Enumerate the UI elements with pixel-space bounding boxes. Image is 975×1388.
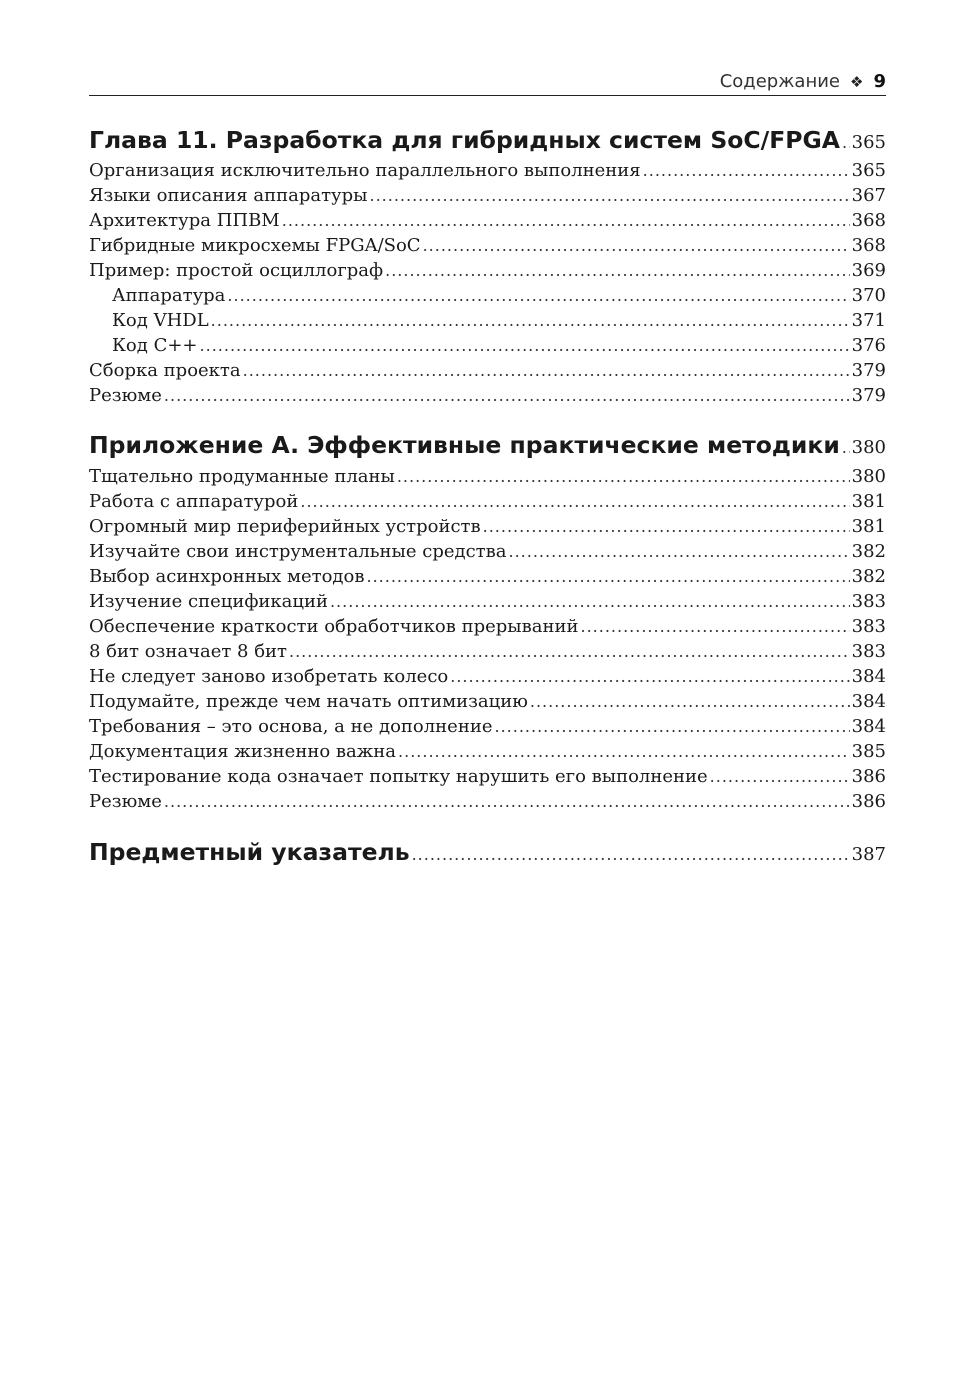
header-page-number: 9 — [873, 71, 886, 92]
toc-page-number: 387 — [851, 844, 886, 865]
leader-dots — [366, 564, 849, 589]
toc-appendix-a[interactable] — [89, 429, 886, 461]
leader-dots — [243, 358, 850, 383]
toc-item-label: Организация исключительно параллельного выполнения — [89, 160, 641, 181]
toc-page-number: 381 — [851, 516, 886, 537]
toc-page-number: 368 — [851, 235, 886, 256]
leader-dots — [842, 432, 850, 464]
toc-item-label: Требования – это основа, а не дополнение — [89, 716, 493, 737]
leader-dots — [289, 639, 850, 664]
toc-subitem[interactable] — [112, 308, 886, 333]
toc-page-number: 380 — [851, 466, 886, 487]
toc-page-number: 386 — [851, 766, 886, 787]
toc-item-label: Обеспечение краткости обработчиков прерываний — [89, 616, 579, 637]
toc-page-number: 369 — [851, 260, 886, 281]
leader-dots — [710, 764, 850, 789]
toc-item[interactable] — [89, 539, 886, 564]
toc-item-label: Изучение спецификаций — [89, 591, 328, 612]
leader-dots — [509, 539, 850, 564]
toc-item[interactable] — [89, 764, 886, 789]
toc-item[interactable] — [89, 589, 886, 614]
leader-dots — [282, 208, 850, 233]
toc-page-number: 383 — [851, 641, 886, 662]
toc-page-number: 384 — [851, 691, 886, 712]
toc-item[interactable] — [89, 514, 886, 539]
toc-page-number: 382 — [851, 566, 886, 587]
toc-page-number: 379 — [851, 385, 886, 406]
toc-page-number: 382 — [851, 541, 886, 562]
leader-dots — [300, 489, 849, 514]
toc-item-label: Резюме — [89, 791, 162, 812]
toc-page-number: 371 — [851, 310, 886, 331]
toc-item-label: Код C++ — [112, 335, 198, 356]
toc-item-label: Пример: простой осциллограф — [89, 260, 384, 281]
toc-item[interactable] — [89, 489, 886, 514]
toc-item[interactable] — [89, 464, 886, 489]
toc-page-number: 370 — [851, 285, 886, 306]
toc-item[interactable] — [89, 639, 886, 664]
toc-item-label: Огромный мир периферийных устройств — [89, 516, 481, 537]
toc-item-label: Тщательно продуманные планы — [89, 466, 395, 487]
toc-page-number: 381 — [851, 491, 886, 512]
leader-dots — [211, 308, 850, 333]
toc-item-label: Тестирование кода означает попытку нарушить его выполнение — [89, 766, 708, 787]
toc-page-number: 380 — [851, 437, 886, 458]
toc-item-label: Резюме — [89, 385, 162, 406]
toc-chapter-title: Предметный указатель — [89, 838, 410, 866]
toc-chapter-title: Глава 11. Разработка для гибридных систем SoC/FPGA — [89, 126, 840, 154]
toc-page-number: 379 — [851, 360, 886, 381]
toc-item-label: Сборка проекта — [89, 360, 241, 381]
toc-page-number: 368 — [851, 210, 886, 231]
leader-dots — [369, 183, 849, 208]
toc-item-label: Архитектура ППВМ — [89, 210, 280, 231]
toc-item[interactable] — [89, 358, 886, 383]
toc-item-label: Аппаратура — [112, 285, 226, 306]
leader-dots — [385, 258, 850, 283]
leader-dots — [330, 589, 850, 614]
toc-page-number: 383 — [851, 591, 886, 612]
toc-item[interactable] — [89, 689, 886, 714]
leader-dots — [397, 464, 850, 489]
leader-dots — [412, 839, 850, 871]
toc-page-number: 384 — [851, 716, 886, 737]
toc-item-label: Код VHDL — [112, 310, 209, 331]
toc-chapter-11[interactable] — [89, 124, 886, 156]
toc-item[interactable] — [89, 789, 886, 814]
leader-dots — [164, 789, 850, 814]
toc-item-label: Изучайте свои инструментальные средства — [89, 541, 507, 562]
leader-dots — [450, 664, 849, 689]
toc-item-label: Документация жизненно важна — [89, 741, 397, 762]
toc-item[interactable] — [89, 564, 886, 589]
toc-chapter-title: Приложение A. Эффективные практические методики — [89, 431, 840, 459]
toc-item-label: Не следует заново изобретать колесо — [89, 666, 449, 687]
toc-page-number: 385 — [851, 741, 886, 762]
toc-item[interactable] — [89, 664, 886, 689]
toc-item[interactable] — [89, 233, 886, 258]
toc-item-label: Работа с аппаратурой — [89, 491, 299, 512]
header-section-title: Содержание — [719, 71, 841, 92]
leader-dots — [398, 739, 850, 764]
toc-item[interactable] — [89, 258, 886, 283]
leader-dots — [483, 514, 850, 539]
leader-dots — [200, 333, 850, 358]
toc-subitem[interactable] — [112, 283, 886, 308]
toc-item-label: Выбор асинхронных методов — [89, 566, 365, 587]
leader-dots — [842, 127, 850, 159]
toc-item[interactable] — [89, 183, 886, 208]
toc-item-label: Гибридные микросхемы FPGA/SoC — [89, 235, 421, 256]
toc-item[interactable] — [89, 614, 886, 639]
toc-item-label: 8 бит означает 8 бит — [89, 641, 287, 662]
toc-page-number: 367 — [851, 185, 886, 206]
leader-dots — [423, 233, 850, 258]
ornament-icon: ❖ — [850, 72, 864, 91]
toc-page-number: 365 — [851, 160, 886, 181]
leader-dots — [494, 714, 849, 739]
toc-subitem[interactable] — [112, 333, 886, 358]
toc-item[interactable] — [89, 714, 886, 739]
toc-item[interactable] — [89, 158, 886, 183]
toc-item-label: Языки описания аппаратуры — [89, 185, 368, 206]
toc-item[interactable] — [89, 383, 886, 408]
toc-item[interactable] — [89, 208, 886, 233]
toc-page-number: 376 — [851, 335, 886, 356]
leader-dots — [227, 283, 849, 308]
toc-page-number: 383 — [851, 616, 886, 637]
toc-page-number: 386 — [851, 791, 886, 812]
toc-index[interactable] — [89, 836, 886, 868]
leader-dots — [530, 689, 850, 714]
toc-page-number: 384 — [851, 666, 886, 687]
leader-dots — [580, 614, 849, 639]
toc-page-number: 365 — [851, 132, 886, 153]
leader-dots — [643, 158, 850, 183]
running-header — [89, 68, 886, 96]
toc-item-label: Подумайте, прежде чем начать оптимизацию — [89, 691, 528, 712]
toc-item[interactable] — [89, 739, 886, 764]
leader-dots — [164, 383, 850, 408]
